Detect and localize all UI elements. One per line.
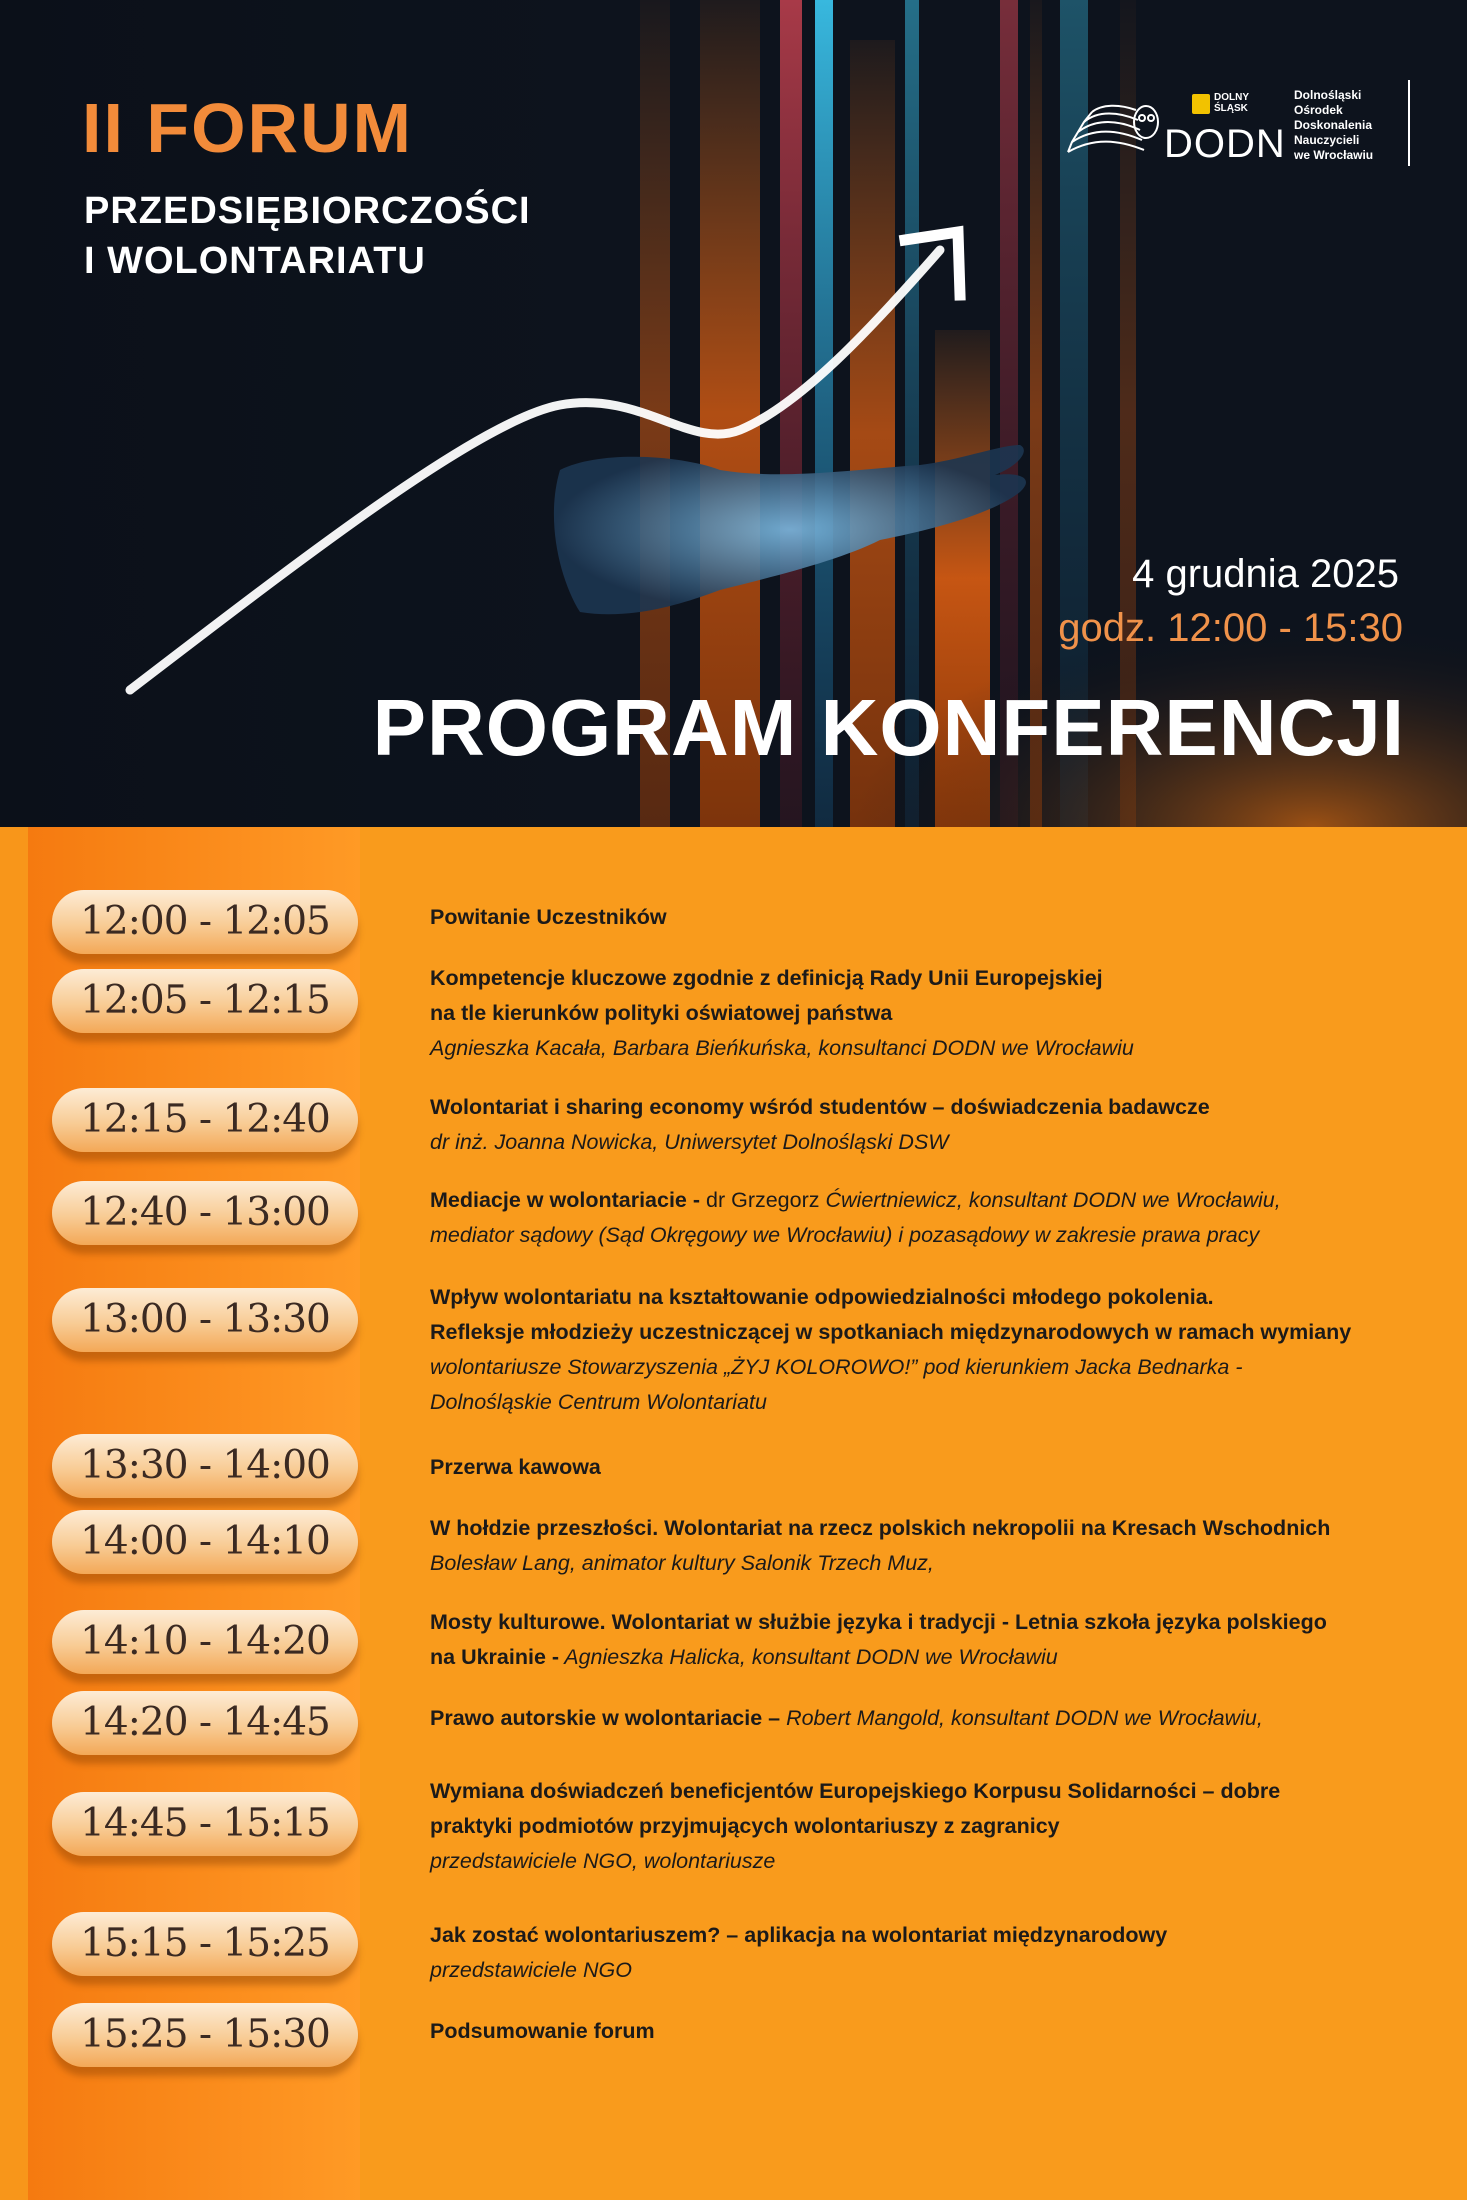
agenda-item bbox=[430, 1183, 1430, 1253]
region-line1: DOLNY bbox=[1214, 92, 1249, 103]
agenda-title: na tle kierunków polityki oświatowej państwa bbox=[430, 1001, 893, 1025]
agenda-item bbox=[430, 1918, 1430, 1988]
agenda-item bbox=[430, 961, 1430, 1066]
forum-title: II FORUM bbox=[82, 89, 413, 167]
agenda-item bbox=[430, 1090, 1430, 1160]
region-line2: ŚLĄSK bbox=[1214, 103, 1248, 114]
time-pill: 14:00 - 14:10 bbox=[52, 1510, 358, 1574]
agenda-speaker: Dolnośląskie Centrum Wolontariatu bbox=[430, 1390, 767, 1414]
agenda-item bbox=[430, 1450, 1430, 1485]
forum-subtitle-line2: I WOLONTARIATU bbox=[84, 240, 426, 282]
agenda-item bbox=[430, 1280, 1430, 1420]
book-owl-icon bbox=[1064, 82, 1164, 162]
agenda-title: Wpływ wolontariatu na kształtowanie odpowiedzialności młodego pokolenia. bbox=[430, 1285, 1214, 1309]
agenda-speaker: wolontariusze Stowarzyszenia „ŻYJ KOLOROWO!” pod kierunkiem Jacka Bednarka - bbox=[430, 1355, 1243, 1379]
agenda-item bbox=[430, 2014, 1430, 2049]
time-pill: 15:25 - 15:30 bbox=[52, 2003, 358, 2067]
agenda-speaker: Agnieszka Kacała, Barbara Bieńkuńska, konsultanci DODN we Wrocławiu bbox=[430, 1036, 1134, 1060]
program-title: PROGRAM KONFERENCJI bbox=[372, 683, 1405, 772]
forum-subtitle-line1: PRZEDSIĘBIORCZOŚCI bbox=[84, 190, 531, 232]
agenda-item bbox=[430, 900, 1430, 935]
agenda-title: praktyki podmiotów przyjmujących wolontariuszy z zagranicy bbox=[430, 1814, 1060, 1838]
time-pill: 14:20 - 14:45 bbox=[52, 1691, 358, 1755]
agenda-title: Kompetencje kluczowe zgodnie z definicją Rady Unii Europejskiej bbox=[430, 966, 1103, 990]
agenda-title: W hołdzie przeszłości. Wolontariat na rzecz polskich nekropolii na Kresach Wschodnich bbox=[430, 1516, 1331, 1540]
agenda-speaker: Robert Mangold, konsultant DODN we Wrocławiu, bbox=[780, 1706, 1263, 1730]
time-pill: 15:15 - 15:25 bbox=[52, 1912, 358, 1976]
event-hours: godz. 12:00 - 15:30 bbox=[1058, 606, 1403, 650]
agenda-title: Jak zostać wolontariuszem? – aplikacja na wolontariat międzynarodowy bbox=[430, 1923, 1168, 1947]
logo-divider bbox=[1408, 80, 1410, 166]
time-pill: 12:40 - 13:00 bbox=[52, 1181, 358, 1245]
header-banner bbox=[0, 0, 1467, 827]
forum-subtitle bbox=[84, 186, 604, 286]
agenda-title: Mosty kulturowe. Wolontariat w służbie języka i tradycji - Letnia szkoła języka polskiego bbox=[430, 1610, 1327, 1634]
agenda-item bbox=[430, 1511, 1430, 1581]
time-pill: 14:10 - 14:20 bbox=[52, 1610, 358, 1674]
agenda-title: Mediacje w wolontariacie - bbox=[430, 1188, 701, 1212]
agenda-speaker: dr Grzegorz bbox=[700, 1188, 826, 1212]
agenda-speaker: dr inż. Joanna Nowicka, Uniwersytet Dolnośląski DSW bbox=[430, 1130, 949, 1154]
dodn-logo bbox=[1064, 80, 1414, 170]
agenda-title: Prawo autorskie w wolontariacie – bbox=[430, 1706, 781, 1730]
agenda-item bbox=[430, 1701, 1430, 1736]
agenda-speaker: Bolesław Lang, animator kultury Salonik Trzech Muz, bbox=[430, 1551, 934, 1575]
agenda-speaker: przedstawiciele NGO, wolontariusze bbox=[430, 1849, 776, 1873]
time-pill: 12:05 - 12:15 bbox=[52, 969, 358, 1033]
time-pill: 13:00 - 13:30 bbox=[52, 1288, 358, 1352]
event-date: 4 grudnia 2025 bbox=[1132, 552, 1399, 596]
region-label bbox=[1214, 92, 1249, 114]
time-pill: 14:45 - 15:15 bbox=[52, 1792, 358, 1856]
agenda-speaker: przedstawiciele NGO bbox=[430, 1958, 632, 1982]
agenda-title: Przerwa kawowa bbox=[430, 1455, 601, 1479]
agenda-item bbox=[430, 1774, 1430, 1879]
time-pill: 12:00 - 12:05 bbox=[52, 890, 358, 954]
agenda-item bbox=[430, 1605, 1430, 1675]
institution-name: Dolnośląski Ośrodek Doskonalenia Nauczycieli we Wrocławiu bbox=[1294, 88, 1374, 162]
agenda-title: Powitanie Uczestników bbox=[430, 905, 667, 929]
agenda-speaker: Agnieszka Halicka, konsultant DODN we Wrocławiu bbox=[559, 1645, 1058, 1669]
time-pill: 12:15 - 12:40 bbox=[52, 1088, 358, 1152]
agenda-title: Wolontariat i sharing economy wśród studentów – doświadczenia badawcze bbox=[430, 1095, 1210, 1119]
dolny-slask-crest-icon bbox=[1192, 94, 1210, 114]
logo-acronym: DODN bbox=[1164, 122, 1286, 166]
agenda-title: Podsumowanie forum bbox=[430, 2019, 655, 2043]
agenda-speaker: mediator sądowy (Sąd Okręgowy we Wrocławiu) i pozasądowy w zakresie prawa pracy bbox=[430, 1223, 1260, 1247]
time-pill: 13:30 - 14:00 bbox=[52, 1434, 358, 1498]
agenda-title: Refleksje młodzieży uczestniczącej w spotkaniach międzynarodowych w ramach wymiany bbox=[430, 1320, 1352, 1344]
agenda-title: Wymiana doświadczeń beneficjentów Europejskiego Korpusu Solidarności – dobre bbox=[430, 1779, 1281, 1803]
agenda-title: na Ukrainie - bbox=[430, 1645, 560, 1669]
agenda-speaker: Ćwiertniewicz, konsultant DODN we Wrocławiu, bbox=[825, 1188, 1281, 1212]
